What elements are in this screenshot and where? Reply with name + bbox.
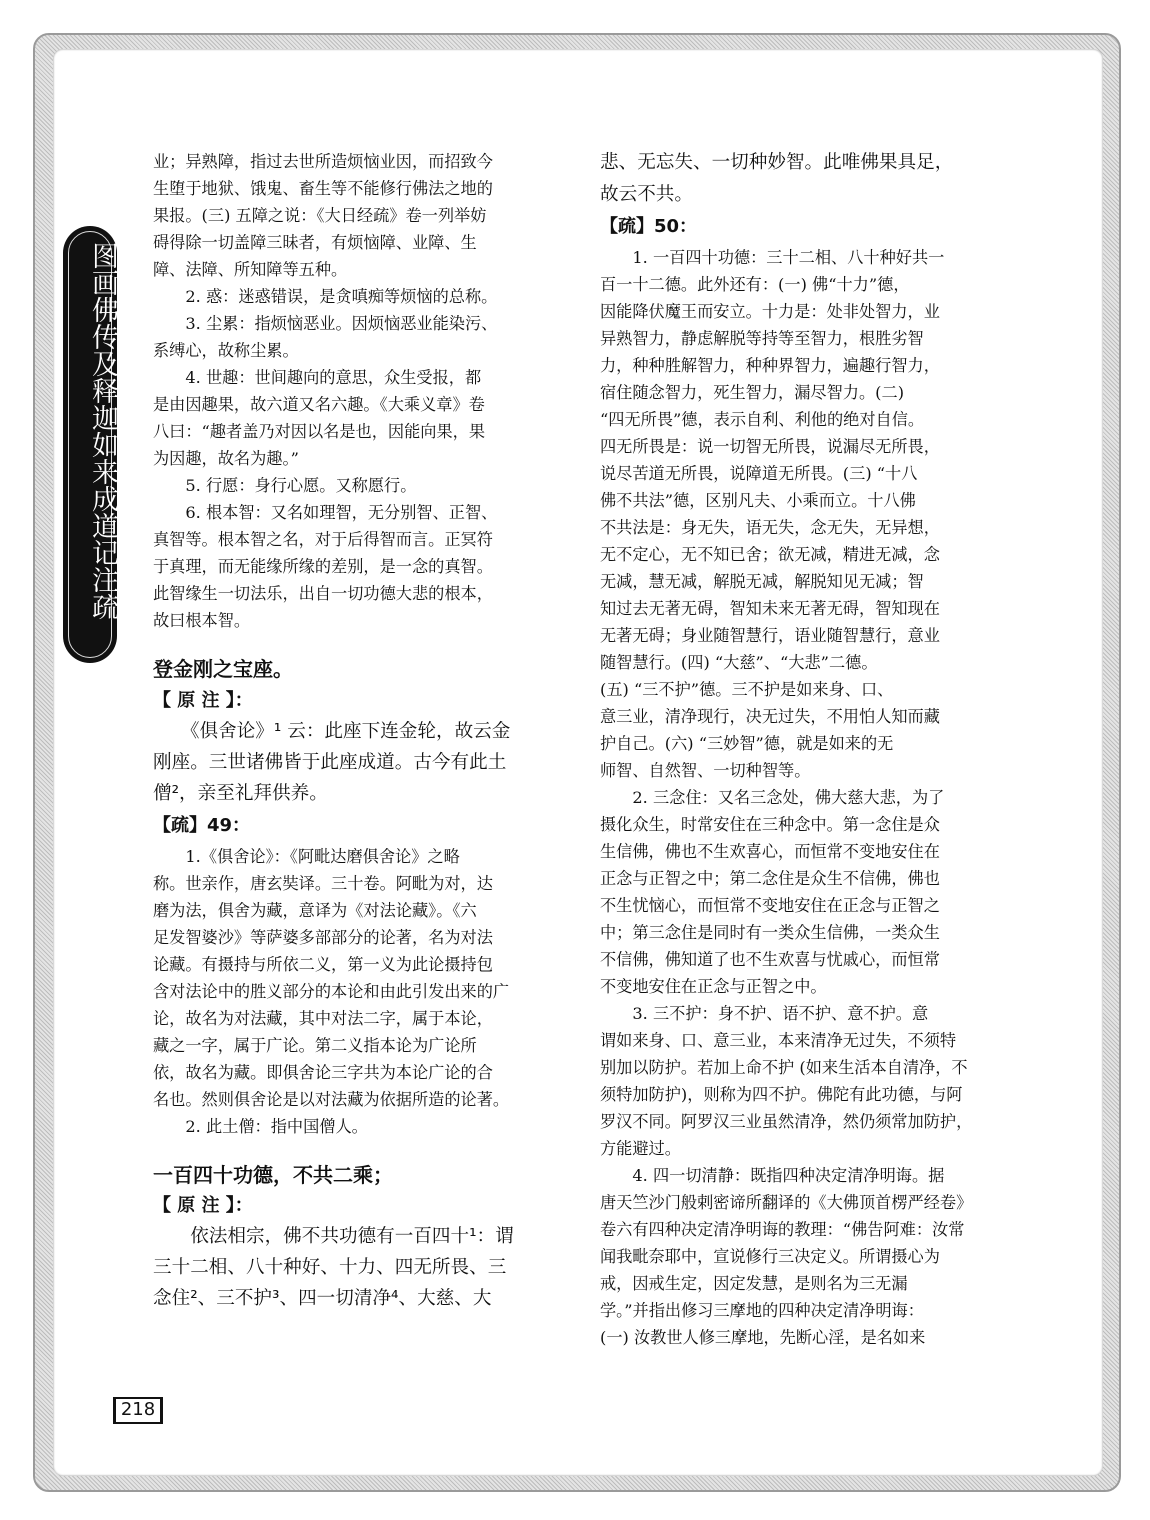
text-line: 3. 三不护：身不护、语不护、意不护。意 (600, 1004, 929, 1023)
text-line: 2. 三念住：又名三念处，佛大慈大悲，为了 (600, 788, 945, 807)
text-line: 称。世亲作，唐玄奘译。三十卷。阿毗为对，达 (153, 874, 493, 893)
text-line: 是由因趣果，故六道又名六趣。《大乘义章》卷 (153, 395, 485, 414)
text-line: 生堕于地狱、饿鬼、畜生等不能修行佛法之地的 (153, 179, 493, 198)
text-line: 说尽苦道无所畏，说障道无所畏。(三) “十八 (600, 464, 918, 483)
text-line: 师智、自然智、一切种智等。 (600, 761, 811, 780)
text-line: 依法相宗，佛不共功德有一百四十¹：谓 (153, 1226, 514, 1247)
text-line: 论藏。有摄持与所依二义，第一义为此论摄持包 (153, 955, 493, 974)
text-line: 《俱舍论》¹ 云：此座下连金轮，故云金 (153, 721, 511, 742)
text-line: 因能降伏魔王而安立。十力是：处非处智力，业 (600, 302, 940, 321)
text-line: 名也。然则俱舍论是以对法藏为依据所造的论著。 (153, 1090, 510, 1109)
text-line: 知过去无著无碍，智知未来无著无碍，智知现在 (600, 599, 940, 618)
text-line: 护自己。(六) “三妙智”德，就是如来的无 (600, 734, 894, 753)
text-line: 4. 四一切清静：既指四种决定清净明诲。据 (600, 1166, 945, 1185)
text-line: 不变地安住在正念与正智之中。 (600, 977, 827, 996)
text-line: 4. 世趣：世间趣向的意思，众生受报，都 (153, 368, 482, 387)
text-line: 足发智婆沙》等萨婆多部部分的论著，名为对法 (153, 928, 493, 947)
text-line: 真智等。根本智之名，对于后得智而言。正冥符 (153, 530, 493, 549)
text-line: 罗汉不同。阿罗汉三业虽然清净，然仍须常加防护， (600, 1112, 973, 1131)
text-line: 3. 尘累：指烦恼恶业。因烦恼恶业能染污、 (153, 314, 498, 333)
text-line: 【疏】49： (153, 815, 251, 836)
text-line: 谓如来身、口、意三业，本来清净无过失，不须特 (600, 1031, 957, 1050)
text-line: 1. 一百四十功德：三十二相、八十种好共一 (600, 248, 945, 267)
text-line: 不生忧恼心，而恒常不变地安住在正念与正智之 (600, 896, 940, 915)
text-line: 别加以防护。若加上命不护 (如来生活本自清净，不 (600, 1058, 968, 1077)
text-line: 【 原 注 】： (153, 1195, 253, 1216)
text-line: 意三业，清净现行，决无过失，不用怕人知而藏 (600, 707, 940, 726)
text-line: 故云不共。 (600, 184, 693, 205)
text-line: (五) “三不护”德。三不护是如来身、口、 (600, 680, 894, 699)
text-line: 僧²，亲至礼拜供养。 (153, 783, 328, 804)
text-line: 四无所畏是：说一切智无所畏，说漏尽无所畏， (600, 437, 940, 456)
text-line: 【疏】50： (600, 216, 698, 237)
page-number: 218 (116, 1399, 160, 1422)
text-line: 一百四十功德，不共二乘； (153, 1163, 393, 1187)
text-line: 八曰：“趣者盖乃对因以名是也，因能向果，果 (153, 422, 486, 441)
text-line: 力，种种胜解智力，种种界智力，遍趣行智力， (600, 356, 940, 375)
text-line: 于真理，而无能缘所缘的差别，是一念的真智。 (153, 557, 493, 576)
text-line: 中；第三念住是同时有一类众生信佛，一类众生 (600, 923, 940, 942)
text-line: 2. 惑：迷惑错误，是贪嗔痴等烦恼的总称。 (153, 287, 498, 306)
text-line: 障、法障、所知障等五种。 (153, 260, 348, 279)
text-line: 悲、无忘失、一切种妙智。此唯佛果具足， (600, 152, 954, 173)
text-line: 碍得除一切盖障三昧者，有烦恼障、业障、生 (153, 233, 477, 252)
text-line: 三十二相、八十种好、十力、四无所畏、三 (153, 1257, 507, 1278)
text-line: 系缚心，故称尘累。 (153, 341, 299, 360)
text-line: 须特加防护)，则称为四不护。佛陀有此功德，与阿 (600, 1085, 963, 1104)
text-line: 为因趣，故名为趣。” (153, 449, 299, 468)
page-number-box (113, 1397, 163, 1424)
text-line: 戒，因戒生定，因定发慧，是则名为三无漏 (600, 1274, 908, 1293)
side-title: 图画佛传及释迦如来成道记注疏 (87, 242, 118, 620)
text-line: 卷六有四种决定清净明诲的教理：“佛告阿难：汝常 (600, 1220, 965, 1239)
text-line: 学。”并指出修习三摩地的四种决定清净明诲： (600, 1301, 924, 1320)
text-line: 刚座。三世诸佛皆于此座成道。古今有此土 (153, 752, 507, 773)
text-line: 方能避过。 (600, 1139, 681, 1158)
text-line: 念住²、三不护³、四一切清净⁴、大慈、大 (153, 1288, 492, 1309)
text-line: 宿住随念智力，死生智力，漏尽智力。(二) (600, 383, 905, 402)
text-line: 正念与正智之中；第二念住是众生不信佛，佛也 (600, 869, 940, 888)
text-line: 异熟智力，静虑解脱等持等至智力，根胜劣智 (600, 329, 924, 348)
text-line: 百一十二德。此外还有：(一) 佛“十力”德， (600, 275, 910, 294)
text-line: 2. 此土僧：指中国僧人。 (153, 1117, 368, 1136)
text-line: 【 原 注 】： (153, 690, 253, 711)
text-line: 闻我毗奈耶中，宣说修行三决定义。所谓摄心为 (600, 1247, 940, 1266)
text-line: 摄化众生，时常安住在三种念中。第一念住是众 (600, 815, 940, 834)
text-line: 6. 根本智：又名如理智，无分别智、正智、 (153, 503, 498, 522)
text-line: “四无所畏”德，表示自利、利他的绝对自信。 (600, 410, 925, 429)
text-line: 佛不共法”德，区别凡夫、小乘而立。十八佛 (600, 491, 916, 510)
text-line: 依，故名为藏。即俱舍论三字共为本论广论的合 (153, 1063, 493, 1082)
text-line: 生信佛，佛也不生欢喜心，而恒常不变地安住在 (600, 842, 940, 861)
text-line: 藏之一字，属于广论。第二义指本论为广论所 (153, 1036, 477, 1055)
text-line: 果报。(三) 五障之说：《大日经疏》卷一列举妨 (153, 206, 487, 225)
text-line: 磨为法，俱舍为藏，意译为《对法论藏》。《六 (153, 901, 477, 920)
text-line: 唐天竺沙门般剌密谛所翻译的《大佛顶首楞严经卷》 (600, 1193, 973, 1212)
text-line: 不共法是：身无失，语无失，念无失，无异想， (600, 518, 940, 537)
text-line: 无著无碍；身业随智慧行，语业随智慧行，意业 (600, 626, 940, 645)
text-line: 此智缘生一切法乐，出自一切功德大悲的根本， (153, 584, 493, 603)
text-line: 登金刚之宝座。 (153, 657, 293, 681)
text-line: 业；异熟障，指过去世所造烦恼业因，而招致今 (153, 152, 493, 171)
side-title-tab (63, 226, 117, 663)
text-line: 无不定心，无不知已舍；欲无减，精进无减，念 (600, 545, 940, 564)
text-line: (一) 汝教世人修三摩地，先断心淫，是名如来 (600, 1328, 926, 1347)
text-line: 含对法论中的胜义部分的本论和由此引发出来的广 (153, 982, 510, 1001)
text-line: 1.《俱舍论》：《阿毗达磨俱舍论》之略 (153, 847, 460, 866)
text-line: 无减，慧无减，解脱无减，解脱知见无减；智 (600, 572, 924, 591)
text-line: 5. 行愿：身行心愿。又称愿行。 (153, 476, 417, 495)
text-line: 随智慧行。(四) “大慈”、“大悲”二德。 (600, 653, 878, 672)
text-line: 论，故名为对法藏，其中对法二字，属于本论， (153, 1009, 493, 1028)
text-line: 不信佛，佛知道了也不生欢喜与忧戚心，而恒常 (600, 950, 940, 969)
text-line: 故曰根本智。 (153, 611, 251, 630)
